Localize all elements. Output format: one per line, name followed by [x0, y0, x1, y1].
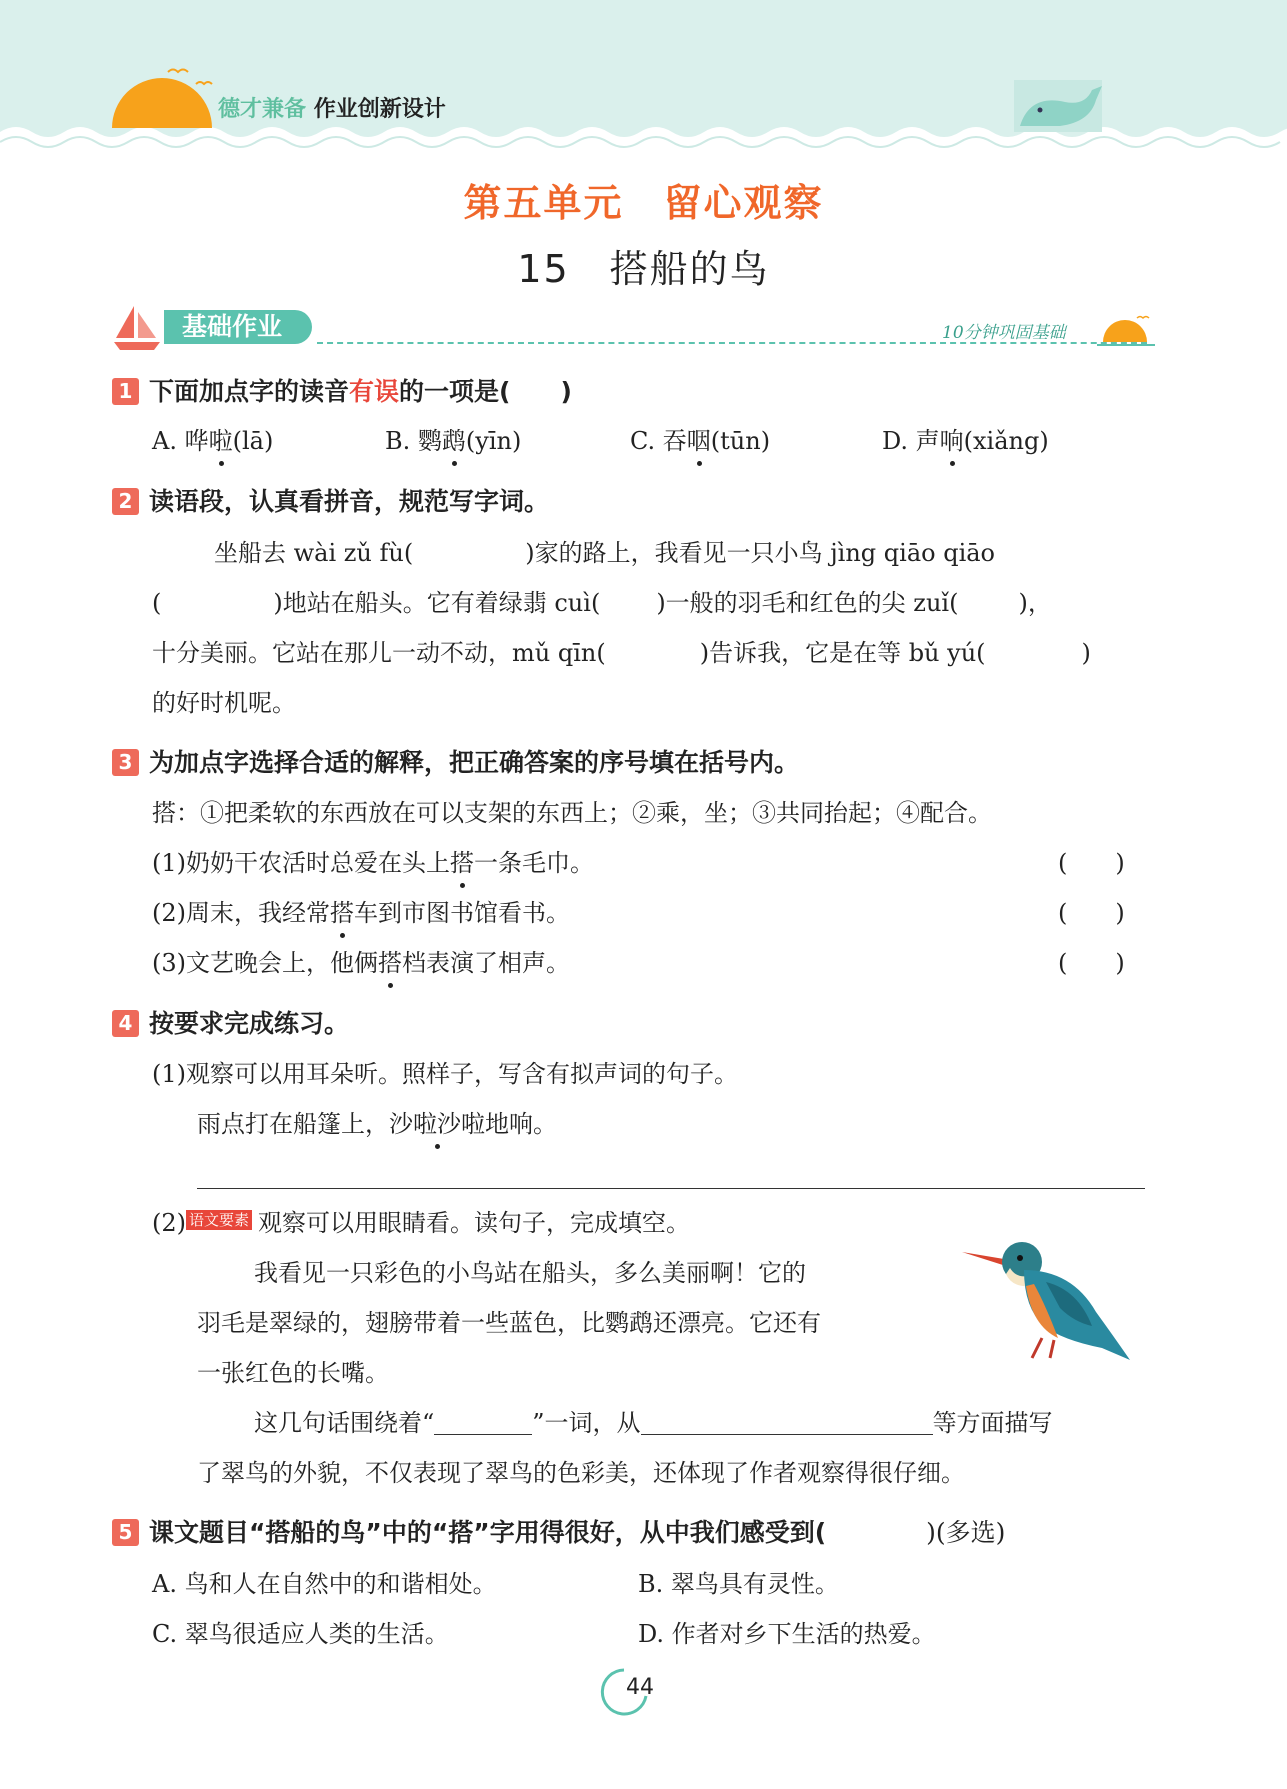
sun-icon: [108, 62, 218, 132]
q3-item-2: (2)周末，我经常搭车到市图书馆看书。: [152, 895, 570, 931]
sailboat-icon: [112, 302, 164, 352]
q1-option-c: C. 吞咽(tūn): [630, 423, 770, 459]
q1-option-b: B. 鹦鹉(yīn): [385, 423, 521, 459]
question-1-stem: 1 下面加点字的读音有误的一项是( ): [112, 374, 572, 410]
question-3-stem: 3 为加点字选择合适的解释，把正确答案的序号填在括号内。: [112, 745, 799, 781]
page-number: 44: [626, 1675, 654, 1700]
brand-title: [218, 92, 446, 123]
q4-fill-line-2: 了翠鸟的外貌，不仅表现了翠鸟的色彩美，还体现了作者观察得很仔细。: [197, 1459, 965, 1487]
question-5-stem: 5 课文题目“搭船的鸟”中的“搭”字用得很好，从中我们感受到( )(多选): [112, 1515, 1005, 1551]
q4-part-1: (1)观察可以用耳朵听。照样子，写含有拟声词的句子。: [152, 1060, 738, 1088]
kingfisher-illustration: [962, 1230, 1142, 1370]
section-label: 基础作业: [164, 310, 312, 344]
brand-colored: 德才兼备: [218, 97, 307, 122]
q5-option-a: A. 鸟和人在自然中的和谐相处。: [152, 1570, 497, 1598]
whale-icon: [1010, 76, 1110, 136]
q4-fill-line: 这几句话围绕着“ ”一词，从 等方面描写: [254, 1409, 1053, 1437]
fill-blank[interactable]: [641, 1410, 933, 1435]
unit-title: 第五单元 留心观察: [463, 181, 824, 225]
q1-option-a: A. 哗啦(lā): [152, 423, 273, 459]
question-number: 4: [112, 1010, 139, 1037]
tag-badge: 语文要素: [186, 1210, 252, 1230]
question-4-stem: 4 按要求完成练习。: [112, 1006, 349, 1042]
section-note: 10分钟巩固基础: [942, 323, 1066, 343]
sunset-icon: [1097, 314, 1155, 350]
q2-line-3: 十分美丽。它站在那儿一动不动，mǔ qīn( )告诉我，它是在等 bǔ yú( ): [152, 639, 1091, 667]
q3-answer-paren-2: ( ): [1058, 899, 1125, 927]
q5-option-d: D. 作者对乡下生活的热爱。: [638, 1620, 936, 1648]
q3-definitions: 搭：①把柔软的东西放在可以支架的东西上；②乘，坐；③共同抬起；④配合。: [152, 799, 992, 827]
q1-option-d: D. 声响(xiǎng): [882, 423, 1049, 459]
q4-passage-line-1: 我看见一只彩色的小鸟站在船头，多么美丽啊！它的: [254, 1259, 806, 1287]
section-header: [112, 302, 1152, 352]
q5-option-c: C. 翠鸟很适应人类的生活。: [152, 1620, 449, 1648]
question-number: 3: [112, 749, 139, 776]
q2-line-1: 坐船去 wài zǔ fù( )家的路上，我看见一只小鸟 jìng qiāo qiāo: [214, 539, 995, 567]
emphasis-text: 有误: [349, 377, 400, 406]
fill-blank[interactable]: [434, 1410, 532, 1435]
q2-line-2: ( )地站在船头。它有着绿翡 cuì( )一般的羽毛和红色的尖 zuǐ( )，: [152, 589, 1052, 617]
q3-item-1: (1)奶奶干农活时总爱在头上搭一条毛巾。: [152, 845, 594, 881]
q5-option-b: B. 翠鸟具有灵性。: [638, 1570, 839, 1598]
q2-line-4: 的好时机呢。: [152, 689, 296, 717]
question-number: 2: [112, 488, 139, 515]
q3-item-3: (3)文艺晚会上，他俩搭档表演了相声。: [152, 945, 570, 981]
q4-passage-line-2: 羽毛是翠绿的，翅膀带着一些蓝色，比鹦鹉还漂亮。它还有: [197, 1309, 821, 1337]
q4-example: 雨点打在船篷上，沙啦沙啦地响。: [197, 1106, 557, 1142]
question-number: 5: [112, 1519, 139, 1546]
question-number: 1: [112, 378, 139, 405]
brand-dark: 作业创新设计: [313, 97, 446, 122]
q3-answer-paren-3: ( ): [1058, 949, 1125, 977]
q3-answer-paren-1: ( ): [1058, 849, 1125, 877]
q4-part-2: (2) 语文要素 观察可以用眼睛看。读句子，完成填空。: [152, 1209, 691, 1237]
answer-line[interactable]: [197, 1188, 1145, 1189]
q4-passage-line-3: 一张红色的长嘴。: [197, 1359, 389, 1387]
question-2-stem: 2 读语段，认真看拼音，规范写字词。: [112, 484, 549, 520]
lesson-title: 15 搭船的鸟: [517, 247, 770, 291]
